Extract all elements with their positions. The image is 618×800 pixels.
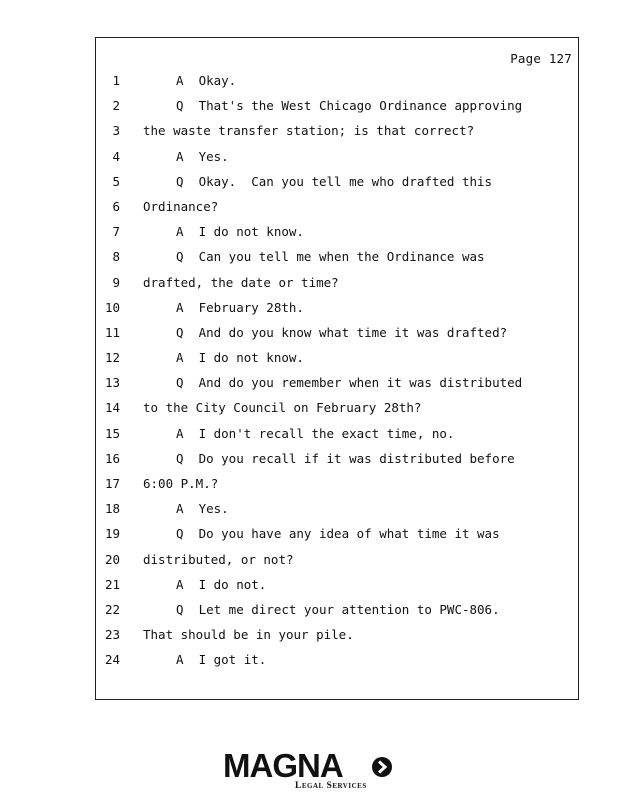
transcript-line <box>96 169 578 194</box>
line-text: That should be in your pile. <box>143 627 354 643</box>
line-text: the waste transfer station; is that correct? <box>143 123 475 139</box>
line-number: 18 <box>104 501 120 517</box>
transcript-line <box>96 521 578 546</box>
line-number: 10 <box>104 299 120 315</box>
transcript-line <box>96 421 578 446</box>
line-number: 21 <box>104 576 120 592</box>
transcript-line <box>96 547 578 572</box>
line-text: A Okay. <box>176 73 237 88</box>
transcript-line <box>96 496 578 521</box>
line-text: Q Can you tell me when the Ordinance was <box>176 249 485 265</box>
line-text: Ordinance? <box>143 198 219 214</box>
line-text: Q That's the West Chicago Ordinance approving <box>176 98 523 114</box>
line-text: A Yes. <box>176 148 229 164</box>
transcript-line <box>96 270 578 295</box>
line-number: 7 <box>112 224 120 240</box>
line-text: Q And do you remember when it was distributed <box>176 375 523 391</box>
line-text: A Yes. <box>176 501 229 517</box>
line-text: A I don't recall the exact time, no. <box>176 425 455 441</box>
line-number: 6 <box>112 198 120 214</box>
line-number: 17 <box>104 476 120 491</box>
line-number: 11 <box>104 324 120 340</box>
line-number: 16 <box>104 450 120 466</box>
line-number: 14 <box>104 400 120 416</box>
line-text: distributed, or not? <box>143 551 294 567</box>
line-number: 2 <box>112 98 120 114</box>
line-text: Q Let me direct your attention to PWC-806. <box>176 601 500 617</box>
line-number: 8 <box>112 249 120 265</box>
line-number: 23 <box>104 627 120 643</box>
line-number: 13 <box>104 375 120 391</box>
magna-logo <box>223 748 398 796</box>
line-text: A I do not know. <box>176 350 304 366</box>
transcript-line <box>96 647 578 672</box>
line-number: 19 <box>104 526 120 542</box>
line-number: 15 <box>104 425 120 441</box>
transcript-line <box>96 446 578 471</box>
line-number: 20 <box>104 551 120 567</box>
line-number: 9 <box>112 274 120 290</box>
page-number: Page 127 <box>510 51 572 66</box>
line-number: 12 <box>104 350 120 366</box>
line-text: A I do not. <box>176 576 267 592</box>
logo-wordmark: MAGNA <box>223 747 343 784</box>
line-text: Q And do you know what time it was drafted? <box>176 324 508 340</box>
transcript-line <box>96 68 578 93</box>
line-number: 3 <box>112 123 120 139</box>
transcript-line <box>96 320 578 345</box>
line-text: A February 28th. <box>176 299 304 315</box>
transcript-line <box>96 395 578 420</box>
logo-subtitle: Legal Services <box>295 781 367 791</box>
transcript-line <box>96 572 578 597</box>
transcript-line <box>96 295 578 320</box>
line-number: 4 <box>112 148 120 164</box>
line-number: 5 <box>112 173 120 189</box>
transcript-line <box>96 144 578 169</box>
line-number: 1 <box>112 73 120 88</box>
line-text: Q Okay. Can you tell me who drafted this <box>176 173 493 189</box>
line-text: A I got it. <box>176 652 267 668</box>
transcript-line <box>96 194 578 219</box>
line-number: 22 <box>104 601 120 617</box>
transcript-lines <box>96 68 578 673</box>
transcript-line <box>96 597 578 622</box>
transcript-page <box>95 37 579 700</box>
line-text: Q Do you recall if it was distributed before <box>176 450 515 466</box>
line-text: Q Do you have any idea of what time it was <box>176 526 500 542</box>
transcript-line <box>96 471 578 496</box>
line-text: 6:00 P.M.? <box>143 476 219 491</box>
line-text: to the City Council on February 28th? <box>143 400 422 416</box>
transcript-line <box>96 93 578 118</box>
line-text: A I do not know. <box>176 224 304 240</box>
transcript-line <box>96 345 578 370</box>
transcript-line <box>96 244 578 269</box>
transcript-line <box>96 219 578 244</box>
line-text: drafted, the date or time? <box>143 274 339 290</box>
transcript-line <box>96 370 578 395</box>
line-number: 24 <box>104 652 120 668</box>
transcript-line <box>96 118 578 143</box>
arrow-circle-icon <box>371 756 393 778</box>
transcript-line <box>96 622 578 647</box>
